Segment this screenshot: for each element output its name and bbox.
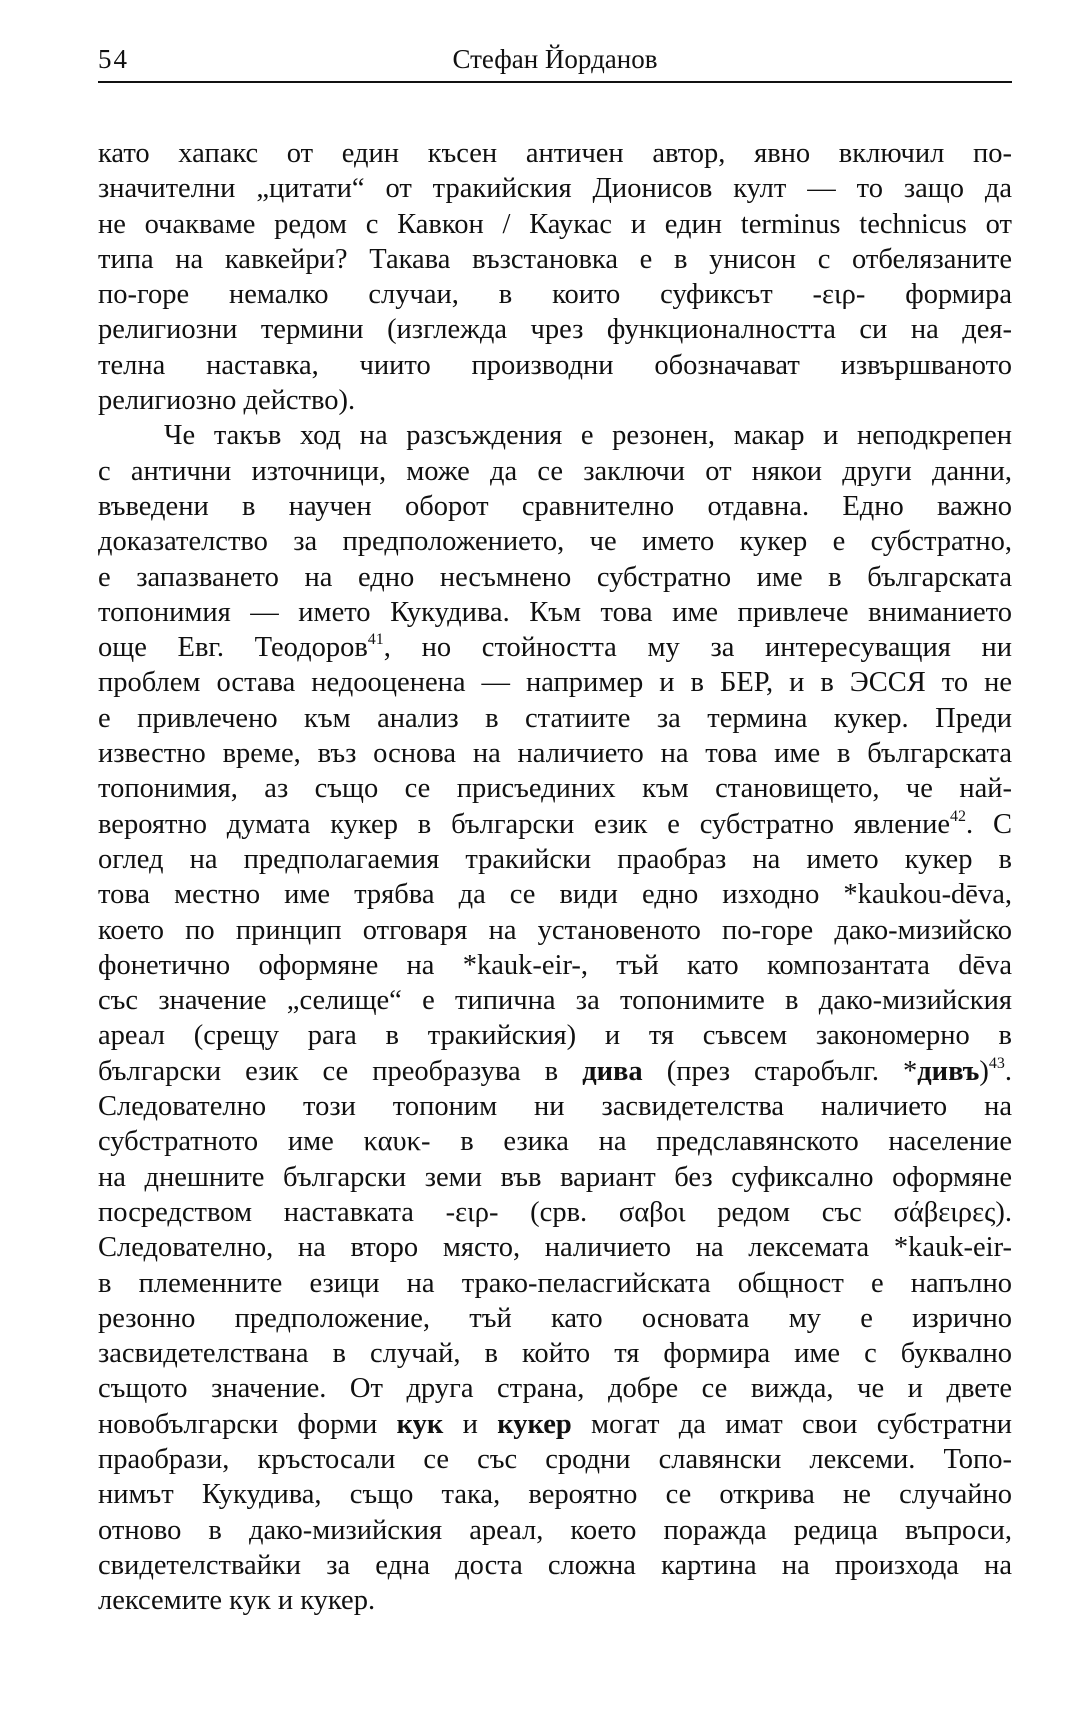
text-segment: ) <box>979 1055 989 1087</box>
term-bold: дива <box>582 1055 643 1087</box>
text-line: засвидетелствана в случай, в който тя формира име с буквално <box>98 1338 1012 1370</box>
text-segment: . <box>1004 1055 1012 1087</box>
text-segment: новобългарски форми <box>98 1408 397 1440</box>
text-line: което по принцип отговаря на установеното по-горе дако-мизийско <box>98 914 1012 946</box>
term-bold: кук <box>396 1408 444 1440</box>
text-line: е запазването на едно несъмнено субстратно име в българската <box>98 561 1012 593</box>
running-head <box>98 44 1012 84</box>
text-line: типа на кавкейри? Такава възстановка е в унисон с отбелязаните <box>98 243 1012 275</box>
text-line: праобрази, кръстосали се със сродни славянски лексеми. Топо- <box>98 1443 1012 1475</box>
text-segment: и <box>443 1408 498 1440</box>
text-segment: български език се преобразува в <box>98 1055 583 1087</box>
text-line <box>98 807 1012 842</box>
text-line: религиозно действо). <box>98 385 356 417</box>
text-line: отново в дако-мизийския ареал, което поражда редица въпроси, <box>98 1514 1012 1546</box>
text-line: значителни „цитати“ от тракийския Дионисов култ — то защо да <box>98 173 1012 205</box>
term-bold: дивъ <box>917 1055 980 1087</box>
text-line: същото значение. От друга страна, добре се вижда, че и двете <box>98 1373 1012 1405</box>
text-line: това местно име трябва да се види едно изходно *kaukou-dēva, <box>98 879 1012 911</box>
text-line: ареал (срещу para в тракийския) и тя съвсем закономерно в <box>98 1020 1012 1052</box>
text-line: посредством наставката -ειρ- (срв. σαβοι редом със σάβειρες). <box>98 1196 1012 1228</box>
text-line <box>98 1054 1012 1089</box>
text-line: известно време, въз основа на наличието на това име в българската <box>98 738 1012 770</box>
footnote-ref-42[interactable]: 42 <box>950 807 967 825</box>
text-segment: (през старобълг. * <box>642 1055 918 1087</box>
text-line: със значение „селище“ е типична за топонимите в дако-мизийския <box>98 985 1012 1017</box>
text-line: резонно предположение, тъй като основата му е изрично <box>98 1302 1012 1334</box>
text-line: религиозни термини (изглежда чрез функционалността си на дея- <box>98 314 1012 346</box>
text-line: топонимия — името Кукудива. Към това име привлече вниманието <box>98 596 1012 628</box>
text-line: оглед на предполагаемия тракийски праобраз на името кукер в <box>98 843 1012 875</box>
text-line <box>98 630 1012 665</box>
text-line: лексемите кук и кукер. <box>98 1585 376 1617</box>
text-line: доказателство за предположението, че името кукер е субстратно, <box>98 526 1012 558</box>
text-line: субстратното име καυκ- в езика на предславянското население <box>98 1126 1012 1158</box>
text-line: е привлечено към анализ в статиите за термина кукер. Преди <box>98 702 1012 734</box>
text-line: проблем остава недооценена — например и в БЕР, и в ЭССЯ то не <box>98 667 1012 699</box>
text-line: въведени в научен оборот сравнително отдавна. Едно важно <box>98 490 1012 522</box>
footnote-ref-41[interactable]: 41 <box>367 631 384 649</box>
text-line: като хапакс от един късен античен автор, явно включил по- <box>98 138 1012 169</box>
header-rule <box>98 81 1012 83</box>
text-segment: още Евг. Теодоров <box>98 632 368 664</box>
running-title: Стефан Йорданов <box>452 44 658 74</box>
text-line: с антични източници, може да се заключи от някои други данни, <box>98 455 1012 487</box>
text-line <box>98 1407 1012 1442</box>
text-line: нимът Кукудива, също така, вероятно се открива не случайно <box>98 1479 1012 1511</box>
text-segment: . С <box>966 808 1012 840</box>
footnote-ref-43[interactable]: 43 <box>988 1054 1005 1072</box>
text-line: топонимия, аз също се присъединих към становището, че най- <box>98 773 1012 805</box>
text-line: фонетично оформяне на *kauk-eir-, тъй като композантата dēva <box>98 949 1012 981</box>
page-number: 54 <box>98 44 129 74</box>
term-bold: кукер <box>497 1408 572 1440</box>
text-line: в племенните езици на трако-пеласгийската общност е напълно <box>98 1267 1012 1299</box>
text-line: не очакваме редом с Кавкон / Каукас и един terminus technicus от <box>98 208 1012 240</box>
text-line: по-горе немалко случаи, в които суфиксът -ειρ- формира <box>98 279 1012 311</box>
text-line: Следователно този топоним ни засвидетелства наличието на <box>98 1091 1012 1123</box>
text-line: Следователно, на второ място, наличието на лексемата *kauk-eir- <box>98 1232 1012 1264</box>
body-text <box>98 136 1012 1618</box>
text-line: Че такъв ход на разсъждения е резонен, макар и неподкрепен <box>164 420 1012 452</box>
text-segment: могат да имат свои субстратни <box>571 1408 1012 1440</box>
text-segment: вероятно думата кукер в български език е субстратно явление <box>98 808 951 840</box>
text-line: телна наставка, чиито производни обозначават извършваното <box>98 349 1012 381</box>
text-line: на днешните български земи във вариант без суфиксално оформяне <box>98 1161 1012 1193</box>
text-segment: , но стойността му за интересуващия ни <box>383 632 1013 664</box>
text-line: свидетелствайки за една доста сложна картина на произхода на <box>98 1549 1012 1581</box>
